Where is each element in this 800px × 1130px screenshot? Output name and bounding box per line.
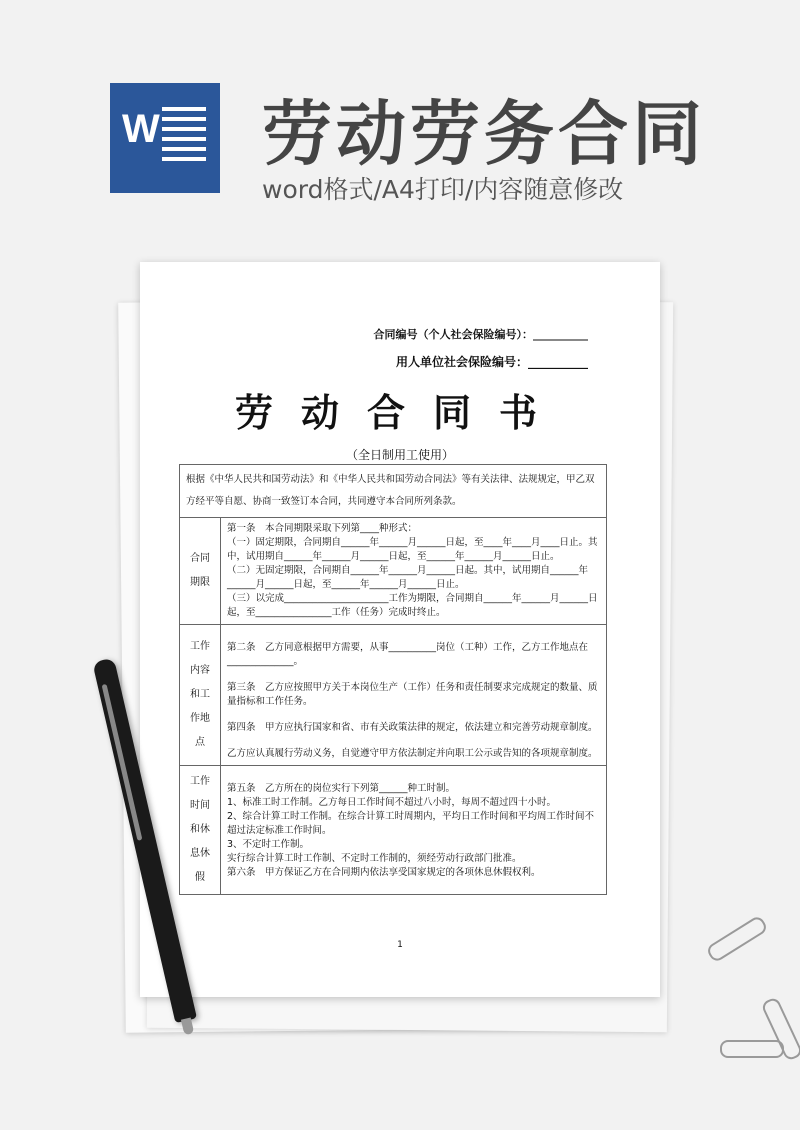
employer-insurance-number: 用人单位社会保险编号：__________ bbox=[395, 355, 588, 369]
banner bbox=[0, 0, 800, 220]
clause: （二）无固定期限，合同期自______年______月______日起。其中，试用期自______年______月______日起，至______年______月______日止。 bbox=[227, 565, 589, 590]
document-subtitle: （全日制用工使用） bbox=[345, 448, 454, 462]
clause: 第五条 乙方所在的岗位实行下列第______种工时制。 bbox=[227, 783, 456, 794]
banner-title: 劳动劳务合同 bbox=[262, 93, 706, 175]
clause: 第四条 甲方应执行国家和省、市有关政策法律的规定，依法建立和完善劳动规章制度。 bbox=[227, 722, 598, 733]
section-label: 合同期限 bbox=[180, 518, 221, 625]
document-page bbox=[140, 262, 660, 997]
section-body bbox=[221, 518, 607, 625]
intro-text: 根据《中华人民共和国劳动法》和《中华人民共和国劳动合同法》等有关法律、法规规定，甲乙双方经平等自愿、协商一致签订本合同，共同遵守本合同所列条款。 bbox=[180, 465, 607, 518]
logo-letter: W bbox=[122, 107, 160, 151]
contract-number: 合同编号（个人社会保险编号）：__________ bbox=[373, 328, 588, 341]
section-body bbox=[221, 766, 607, 895]
banner-subtitle: word格式/A4打印/内容随意修改 bbox=[262, 175, 624, 204]
clause: 第三条 乙方应按照甲方关于本岗位生产（工作）任务和责任制要求完成规定的数量、质量指标和工作任务。 bbox=[227, 682, 598, 707]
page-number: 1 bbox=[397, 940, 403, 950]
clause: （一）固定期限，合同期自______年______月______日起，至____年____月____日止。其中，试用期自______年______月______日起，至______年______月______日止。 bbox=[227, 537, 598, 562]
contract-table bbox=[179, 464, 607, 895]
clause: 3、不定时工作制。 bbox=[227, 839, 310, 850]
paperclip-icon bbox=[705, 914, 769, 963]
clause: 第一条 本合同期限采取下列第____种形式： bbox=[227, 523, 418, 534]
clause: 实行综合计算工时工作制、不定时工作制的，须经劳动行政部门批准。 bbox=[227, 853, 522, 864]
clause: 乙方应认真履行劳动义务，自觉遵守甲方依法制定并向职工公示或告知的各项规章制度。 bbox=[227, 748, 598, 759]
section-body bbox=[221, 625, 607, 766]
clause: （三）以完成______________________工作为期限，合同期自______年______月______日起，至________________工作（任务）完成时终止。 bbox=[227, 593, 598, 618]
section-label: 工作时间和休息休假 bbox=[180, 766, 221, 895]
clause: 1、标准工时工作制。乙方每日工作时间不超过八小时，每周不超过四十小时。 bbox=[227, 797, 557, 808]
document-title: 劳动合同书 bbox=[234, 390, 565, 435]
clause: 第二条 乙方同意根据甲方需要，从事__________岗位（工种）工作，乙方工作地点在______________。 bbox=[227, 642, 589, 667]
word-logo-icon bbox=[110, 83, 220, 193]
clause: 第六条 甲方保证乙方在合同期内依法享受国家规定的各项休息休假权利。 bbox=[227, 867, 541, 878]
section-label: 工作内容和工作地点 bbox=[180, 625, 221, 766]
paperclip-icon bbox=[720, 1040, 784, 1058]
clause: 2、综合计算工时工作制。在综合计算工时周期内，平均日工作时间和平均周工作时间不超过法定标准工作时间。 bbox=[227, 811, 595, 836]
